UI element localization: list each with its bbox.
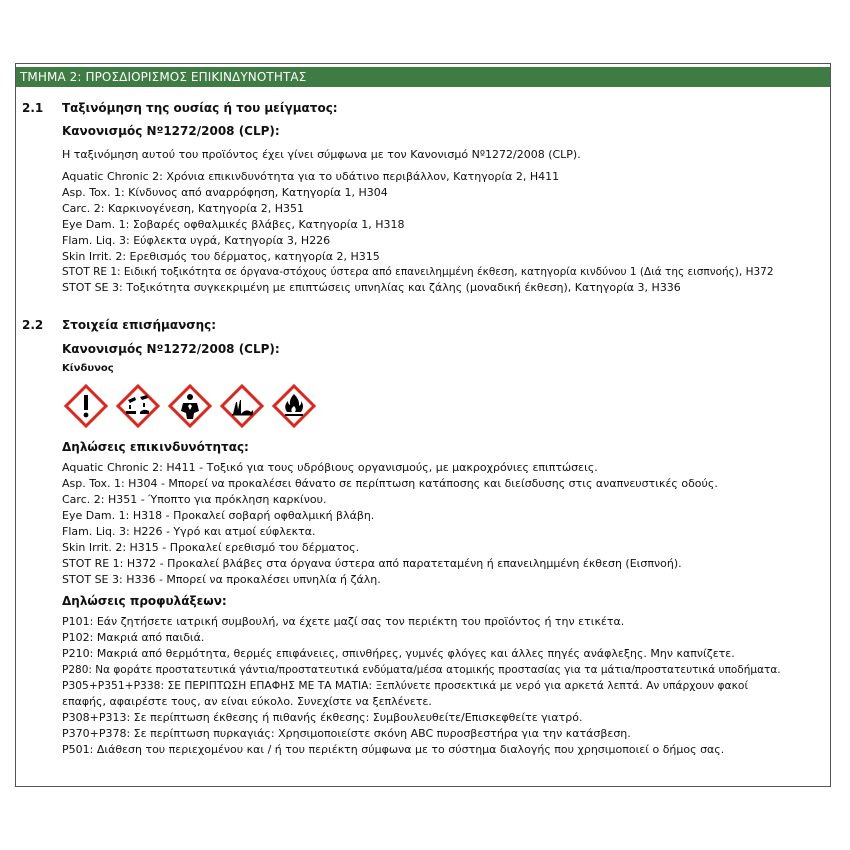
hazard-statement: Aquatic Chronic 2: H411 - Τοξικό για τους υδρόβιους οργανισμούς, με μακροχρόνιες επιπτώσεις.	[62, 461, 598, 474]
section-2-1-number: 2.1	[22, 101, 44, 115]
precautionary-statement: P305+P351+P338: ΣΕ ΠΕΡΙΠΤΩΣΗ ΕΠΑΦΗΣ ΜΕ ΤΑ ΜΑΤΙΑ: Ξεπλύνετε προσεκτικά με νερό για αρκετά λεπτά. Αν υπάρχουν φακοί	[62, 679, 749, 692]
hazard-statements-heading: Δηλώσεις επικινδυνότητας:	[62, 440, 249, 454]
classification-line: Aquatic Chronic 2: Χρόνια επικινδυνότητα για το υδάτινο περιβάλλον, Κατηγορία 2, H411	[62, 170, 560, 183]
precautionary-statements-heading: Δηλώσεις προφυλάξεων:	[62, 594, 227, 608]
precautionary-statement: P102: Μακριά από παιδιά.	[62, 631, 205, 644]
hazard-statement: Skin Irrit. 2: H315 - Προκαλεί ερεθισμό του δέρματος.	[62, 541, 360, 554]
hazard-statement: Flam. Liq. 3: H226 - Υγρό και ατμοί εύφλεκτα.	[62, 525, 316, 538]
precautionary-statement: P210: Μακριά από θερμότητα, θερμές επιφάνειες, σπινθήρες, γυμνές φλόγες και άλλες πηγές ανάφλεξης. Μην καπνίζετε.	[62, 647, 735, 660]
hazard-statement: Asp. Tox. 1: H304 - Μπορεί να προκαλέσει θάνατο σε περίπτωση κατάποσης και διείσδυσης στις αναπνευστικές οδούς.	[62, 477, 718, 490]
section-2-2-number: 2.2	[22, 318, 44, 332]
section-title-banner: ΤΜΗΜΑ 2: ΠΡΟΣΔΙΟΡΙΣΜΟΣ ΕΠΙΚΙΝΔΥΝΟΤΗΤΑΣ	[16, 67, 830, 87]
classification-line: Skin Irrit. 2: Ερεθισμός του δέρματος, κατηγορία 2, H315	[62, 250, 380, 263]
section-2-2-heading: Στοιχεία επισήμανσης:	[62, 318, 217, 332]
hazard-statement: STOT SE 3: H336 - Μπορεί να προκαλέσει υπνηλία ή ζάλη.	[62, 573, 381, 586]
environment-icon	[220, 384, 264, 428]
ghs-pictograms	[64, 384, 316, 428]
precautionary-statement: P370+P378: Σε περίπτωση πυρκαγιάς: Χρησιμοποιείστε σκόνη ABC πυροσβεστήρα για την κατάσβεση.	[62, 727, 631, 740]
hazard-statement: STOT RE 1: H372 - Προκαλεί βλάβες στα όργανα ύστερα από παρατεταμένη ή επανειλημμένη έκθεση (Εισπνοή).	[62, 557, 682, 570]
classification-line: Flam. Liq. 3: Εύφλεκτα υγρά, Κατηγορία 3, H226	[62, 234, 331, 247]
classification-line: Eye Dam. 1: Σοβαρές οφθαλμικές βλάβες, Κατηγορία 1, H318	[62, 218, 405, 231]
flame-icon	[272, 384, 316, 428]
classification-intro: Η ταξινόμηση αυτού του προϊόντος έχει γίνει σύμφωνα με τον Κανονισμό Nº1272/2008 (CLP).	[62, 148, 581, 161]
precautionary-statement: P308+P313: Σε περίπτωση έκθεσης ή πιθανής έκθεσης: Συμβουλευθείτε/Επισκεφθείτε γιατρό.	[62, 711, 583, 724]
hazard-statement: Carc. 2: H351 - Ύποπτο για πρόκληση καρκίνου.	[62, 493, 327, 506]
section-2-1-heading: Ταξινόμηση της ουσίας ή του μείγματος:	[62, 101, 338, 115]
precautionary-statement: P280: Να φοράτε προστατευτικά γάντια/προστατευτικά ενδύματα/μέσα ατομικής προστασίας για τα μάτια/προστατευτικά υποδήματα.	[62, 664, 781, 676]
precautionary-statement: P501: Διάθεση του περιεχομένου και / ή του περιέκτη σύμφωνα με το σύστημα διαλογής που χρησιμοποιεί ο δήμος σας.	[62, 743, 725, 756]
health-hazard-icon	[168, 384, 212, 428]
classification-line: Asp. Tox. 1: Κίνδυνος από αναρρόφηση, Κατηγορία 1, H304	[62, 186, 388, 199]
hazard-statement: Eye Dam. 1: H318 - Προκαλεί σοβαρή οφθαλμική βλάβη.	[62, 509, 375, 522]
classification-line: Carc. 2: Καρκινογένεση, Κατηγορία 2, H351	[62, 202, 304, 215]
section-2-2-regulation: Κανονισμός Nº1272/2008 (CLP):	[62, 342, 280, 356]
classification-line: STOT RE 1: Ειδική τοξικότητα σε όργανα-στόχους ύστερα από επανειλημμένη έκθεση, κατηγορία κινδύνου 1 (Διά της εισπνοής), H372	[62, 266, 774, 278]
precautionary-statement: επαφής, αφαιρέστε τους, αν είναι εύκολο. Συνεχίστε να ξεπλένετε.	[62, 695, 432, 708]
corrosion-icon	[116, 384, 160, 428]
classification-line: STOT SE 3: Τοξικότητα συγκεκριμένη με επιπτώσεις υπνηλίας και ζάλης (μοναδική έκθεση), Κατηγορία 3, H336	[62, 281, 681, 294]
exclamation-mark-icon	[64, 384, 108, 428]
precautionary-statement: P101: Εάν ζητήσετε ιατρική συμβουλή, να έχετε μαζί σας τον περιέκτη του προϊόντος ή την ετικέτα.	[62, 615, 625, 628]
section-2-1-regulation: Κανονισμός Nº1272/2008 (CLP):	[62, 124, 280, 138]
signal-word: Κίνδυνος	[62, 363, 114, 374]
